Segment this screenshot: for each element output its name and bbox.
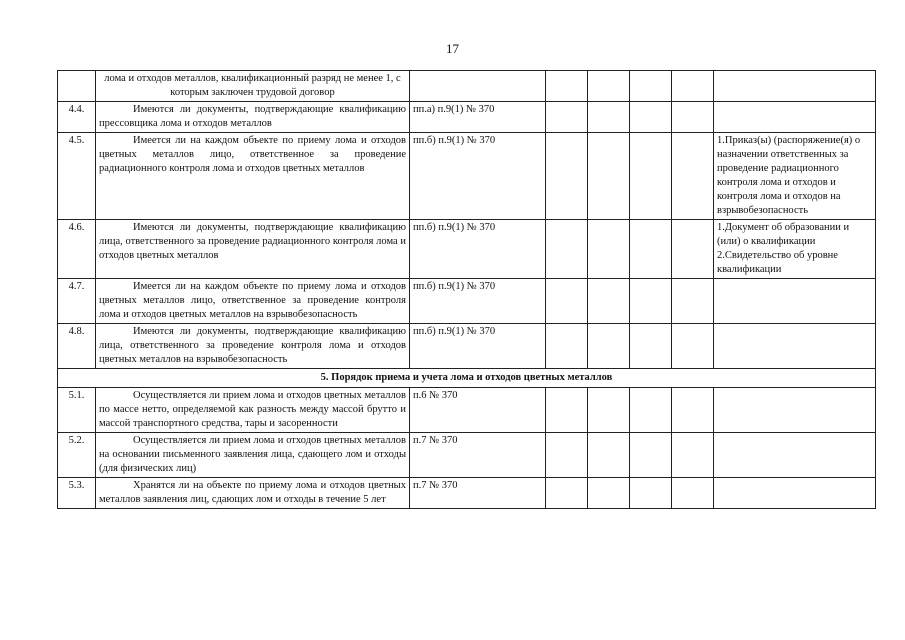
question-cell: Осуществляется ли прием лома и отходов цветных металлов по массе нетто, определяемой как разность между массой брутто и массой транспортного средства, тары и засоренности xyxy=(96,388,410,433)
documents-cell xyxy=(714,433,876,478)
item-number-cell: 4.4. xyxy=(58,102,96,133)
answer-no-cell xyxy=(588,279,630,324)
answer-na-cell xyxy=(630,388,672,433)
legal-reference-cell: пп.б) п.9(1) № 370 xyxy=(410,279,546,324)
note-cell xyxy=(672,324,714,369)
item-number-cell: 4.5. xyxy=(58,133,96,220)
answer-no-cell xyxy=(588,102,630,133)
note-cell xyxy=(672,102,714,133)
documents-cell xyxy=(714,324,876,369)
answer-yes-cell xyxy=(546,388,588,433)
answer-na-cell xyxy=(630,279,672,324)
answer-na-cell xyxy=(630,71,672,102)
answer-no-cell xyxy=(588,133,630,220)
documents-cell xyxy=(714,102,876,133)
item-number-cell: 5.3. xyxy=(58,478,96,509)
documents-cell xyxy=(714,478,876,509)
item-number-cell: 4.8. xyxy=(58,324,96,369)
section-header-row xyxy=(58,369,876,388)
checklist-table xyxy=(57,70,876,509)
table-row xyxy=(58,71,876,102)
answer-no-cell xyxy=(588,71,630,102)
documents-cell xyxy=(714,279,876,324)
question-cell: Имеются ли документы, подтверждающие квалификацию лица, ответственного за проведение радиационного контроля лома и отходов цветных металлов xyxy=(96,220,410,279)
answer-na-cell xyxy=(630,478,672,509)
note-cell xyxy=(672,71,714,102)
note-cell xyxy=(672,279,714,324)
answer-yes-cell xyxy=(546,433,588,478)
question-cell: Осуществляется ли прием лома и отходов цветных металлов на основании письменного заявления лица, сдающего лом и отходы (для физических лиц) xyxy=(96,433,410,478)
question-cell: Имеются ли документы, подтверждающие квалификацию прессовщика лома и отходов металлов xyxy=(96,102,410,133)
answer-na-cell xyxy=(630,324,672,369)
legal-reference-cell: пп.а) п.9(1) № 370 xyxy=(410,102,546,133)
table-row xyxy=(58,220,876,279)
table-row xyxy=(58,388,876,433)
legal-reference-cell: пп.б) п.9(1) № 370 xyxy=(410,133,546,220)
table-row xyxy=(58,102,876,133)
note-cell xyxy=(672,220,714,279)
answer-yes-cell xyxy=(546,71,588,102)
answer-na-cell xyxy=(630,133,672,220)
note-cell xyxy=(672,433,714,478)
answer-no-cell xyxy=(588,324,630,369)
legal-reference-cell: пп.б) п.9(1) № 370 xyxy=(410,324,546,369)
documents-cell xyxy=(714,388,876,433)
answer-na-cell xyxy=(630,220,672,279)
legal-reference-cell: п.7 № 370 xyxy=(410,433,546,478)
page-number: 17 xyxy=(446,41,459,56)
answer-yes-cell xyxy=(546,133,588,220)
documents-cell: 1.Документ об образовании и (или) о квалификации 2.Свидетельство об уровне квалификации xyxy=(714,220,876,279)
legal-reference-cell: пп.б) п.9(1) № 370 xyxy=(410,220,546,279)
item-number-cell: 5.1. xyxy=(58,388,96,433)
item-number-cell: 4.7. xyxy=(58,279,96,324)
answer-na-cell xyxy=(630,102,672,133)
table-row xyxy=(58,133,876,220)
answer-no-cell xyxy=(588,433,630,478)
note-cell xyxy=(672,388,714,433)
question-cell: Имеется ли на каждом объекте по приему лома и отходов цветных металлов лицо, ответственное за проведение контроля лома и отходов цветных металлов на взрывобезопасность xyxy=(96,279,410,324)
table-row xyxy=(58,279,876,324)
answer-no-cell xyxy=(588,220,630,279)
answer-no-cell xyxy=(588,388,630,433)
question-cell: лома и отходов металлов, квалификационный разряд не менее 1, с которым заключен трудовой договор xyxy=(96,71,410,102)
item-number-cell: 5.2. xyxy=(58,433,96,478)
answer-yes-cell xyxy=(546,324,588,369)
table-row xyxy=(58,324,876,369)
question-cell: Имеется ли на каждом объекте по приему лома и отходов цветных металлов лицо, ответственное за проведение радиационного контроля лома и отходов цветных металлов xyxy=(96,133,410,220)
table-row xyxy=(58,433,876,478)
legal-reference-cell: п.6 № 370 xyxy=(410,388,546,433)
table-row xyxy=(58,478,876,509)
question-cell: Хранятся ли на объекте по приему лома и отходов цветных металлов заявления лиц, сдающих лом и отходы в течение 5 лет xyxy=(96,478,410,509)
answer-na-cell xyxy=(630,433,672,478)
section-title: 5. Порядок приема и учета лома и отходов цветных металлов xyxy=(58,369,876,388)
note-cell xyxy=(672,133,714,220)
item-number-cell: 4.6. xyxy=(58,220,96,279)
item-number-cell xyxy=(58,71,96,102)
answer-yes-cell xyxy=(546,220,588,279)
legal-reference-cell xyxy=(410,71,546,102)
answer-no-cell xyxy=(588,478,630,509)
note-cell xyxy=(672,478,714,509)
answer-yes-cell xyxy=(546,102,588,133)
answer-yes-cell xyxy=(546,478,588,509)
documents-cell xyxy=(714,71,876,102)
documents-cell: 1.Приказ(ы) (распоряжение(я) о назначении ответственных за проведение радиационного контроля лома и отходов и контроля лома и отходов на взрывобезопасность xyxy=(714,133,876,220)
legal-reference-cell: п.7 № 370 xyxy=(410,478,546,509)
question-cell: Имеются ли документы, подтверждающие квалификацию лица, ответственного за проведение контроля лома и отходов цветных металлов на взрывобезопасность xyxy=(96,324,410,369)
answer-yes-cell xyxy=(546,279,588,324)
